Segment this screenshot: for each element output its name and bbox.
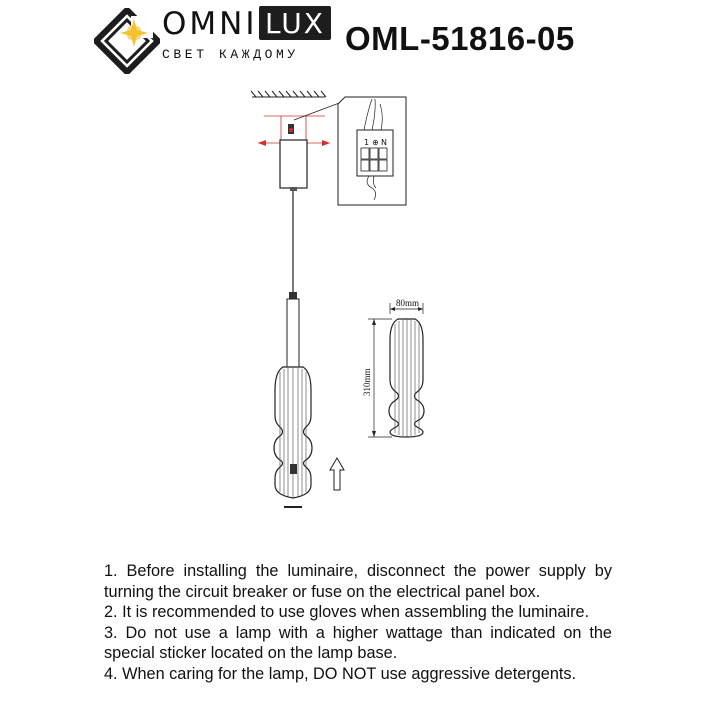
brand-tagline: СВЕТ КАЖДОМУ xyxy=(162,47,299,62)
instruction-item: 1. Before installing the luminaire, disconnect the power supply by turning the circuit breaker or fuse on the electrical panel box. xyxy=(104,562,612,601)
instruction-item: 4. When caring for the lamp, DO NOT use aggressive detergents. xyxy=(104,664,577,683)
model-number: OML-51816-05 xyxy=(345,20,575,57)
terminal-label-1: 1 xyxy=(364,138,370,147)
terminal-label-n: N xyxy=(381,138,387,147)
instruction-item: 3. Do not use a lamp with a higher wattage than indicated on the special sticker located on the lamp base. xyxy=(104,623,612,663)
dimension-drawing xyxy=(362,298,424,437)
ceiling-hatch xyxy=(251,91,326,97)
brand-name-lux: LUX xyxy=(259,6,331,40)
lamp-shade xyxy=(274,367,312,498)
lamp-stem xyxy=(287,299,299,367)
height-dimension-label: 310mm xyxy=(362,368,372,396)
width-dimension-label: 80mm xyxy=(396,298,420,308)
brand-name-omni: OMNI xyxy=(162,6,258,42)
terminal-block-inset xyxy=(338,97,406,205)
mounting-screws xyxy=(258,102,342,146)
instructions-list xyxy=(104,561,612,685)
instruction-item: 2. It is recommended to use gloves when assembling the luminaire. xyxy=(104,603,590,622)
terminal-label-ground: ⊕ xyxy=(372,138,379,147)
canopy xyxy=(280,140,307,188)
direction-up-icon xyxy=(330,458,344,490)
